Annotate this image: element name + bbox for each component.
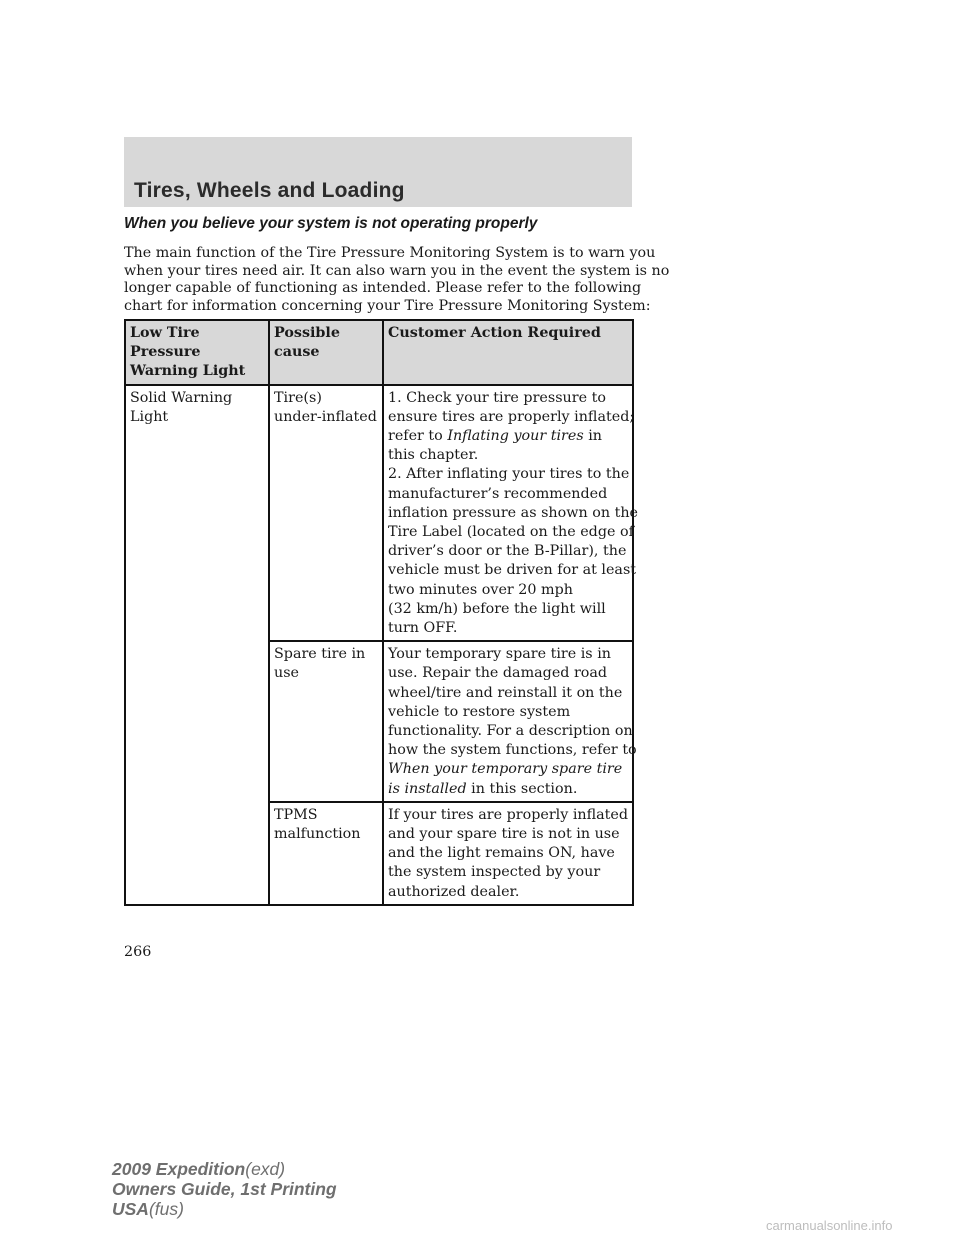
page-number: 266 bbox=[124, 944, 152, 960]
header-warning-light: Low Tire Pressure Warning Light bbox=[125, 320, 269, 385]
cause-cell: Tire(s) under-inflated bbox=[269, 385, 383, 642]
cause-cell: TPMS malfunction bbox=[269, 802, 383, 905]
action-cell: Your temporary spare tire is in use. Repair the damaged road wheel/tire and reinstall it on the vehicle to restore system functionality. For a description on how the system functions, refer to When your temporary spare tire is installed in this section. bbox=[383, 641, 633, 802]
intro-paragraph bbox=[124, 245, 670, 315]
action-cell: If your tires are properly inflated and your spare tire is not in use and the light remains ON, have the system inspected by your authorized dealer. bbox=[383, 802, 633, 905]
action-cell: 1. Check your tire pressure to ensure tires are properly inflated; refer to Inflating your tires in this chapter. 2. After inflating your tires to the manufacturer’s recommended inflation pressure as shown on the Tire Label (located on the edge of driver’s door or the B-Pillar), the vehicle must be driven for at least two minutes over 20 mph (32 km/h) before the light will turn OFF. bbox=[383, 385, 633, 642]
intro-line: chart for information concerning your Tire Pressure Monitoring System: bbox=[124, 297, 651, 314]
intro-line: when your tires need air. It can also warn you in the event the system is no bbox=[124, 262, 670, 279]
intro-line: longer capable of functioning as intended. Please refer to the following bbox=[124, 280, 642, 297]
table-header-row bbox=[125, 320, 633, 385]
intro-line: The main function of the Tire Pressure Monitoring System is to warn you bbox=[124, 245, 656, 261]
cross-reference: When your temporary spare tire bbox=[388, 761, 623, 778]
cross-reference: Inflating your tires bbox=[447, 428, 584, 445]
warning-light-cell: Solid Warning Light bbox=[125, 385, 269, 905]
header-possible-cause: Possible cause bbox=[269, 320, 383, 385]
chapter-title: Tires, Wheels and Loading bbox=[134, 179, 405, 202]
tpms-troubleshooting-table bbox=[124, 319, 639, 906]
print-footer: 2009 Expedition(exd) Owners Guide, 1st Printing USA(fus) bbox=[112, 1159, 337, 1219]
cause-cell: Spare tire in use bbox=[269, 641, 383, 802]
section-heading: When you believe your system is not operating properly bbox=[124, 215, 538, 232]
header-customer-action: Customer Action Required bbox=[383, 320, 633, 385]
site-watermark: carmanualsonline.info bbox=[766, 1218, 893, 1233]
cross-reference: is installed bbox=[388, 780, 467, 797]
table-row bbox=[125, 385, 633, 642]
